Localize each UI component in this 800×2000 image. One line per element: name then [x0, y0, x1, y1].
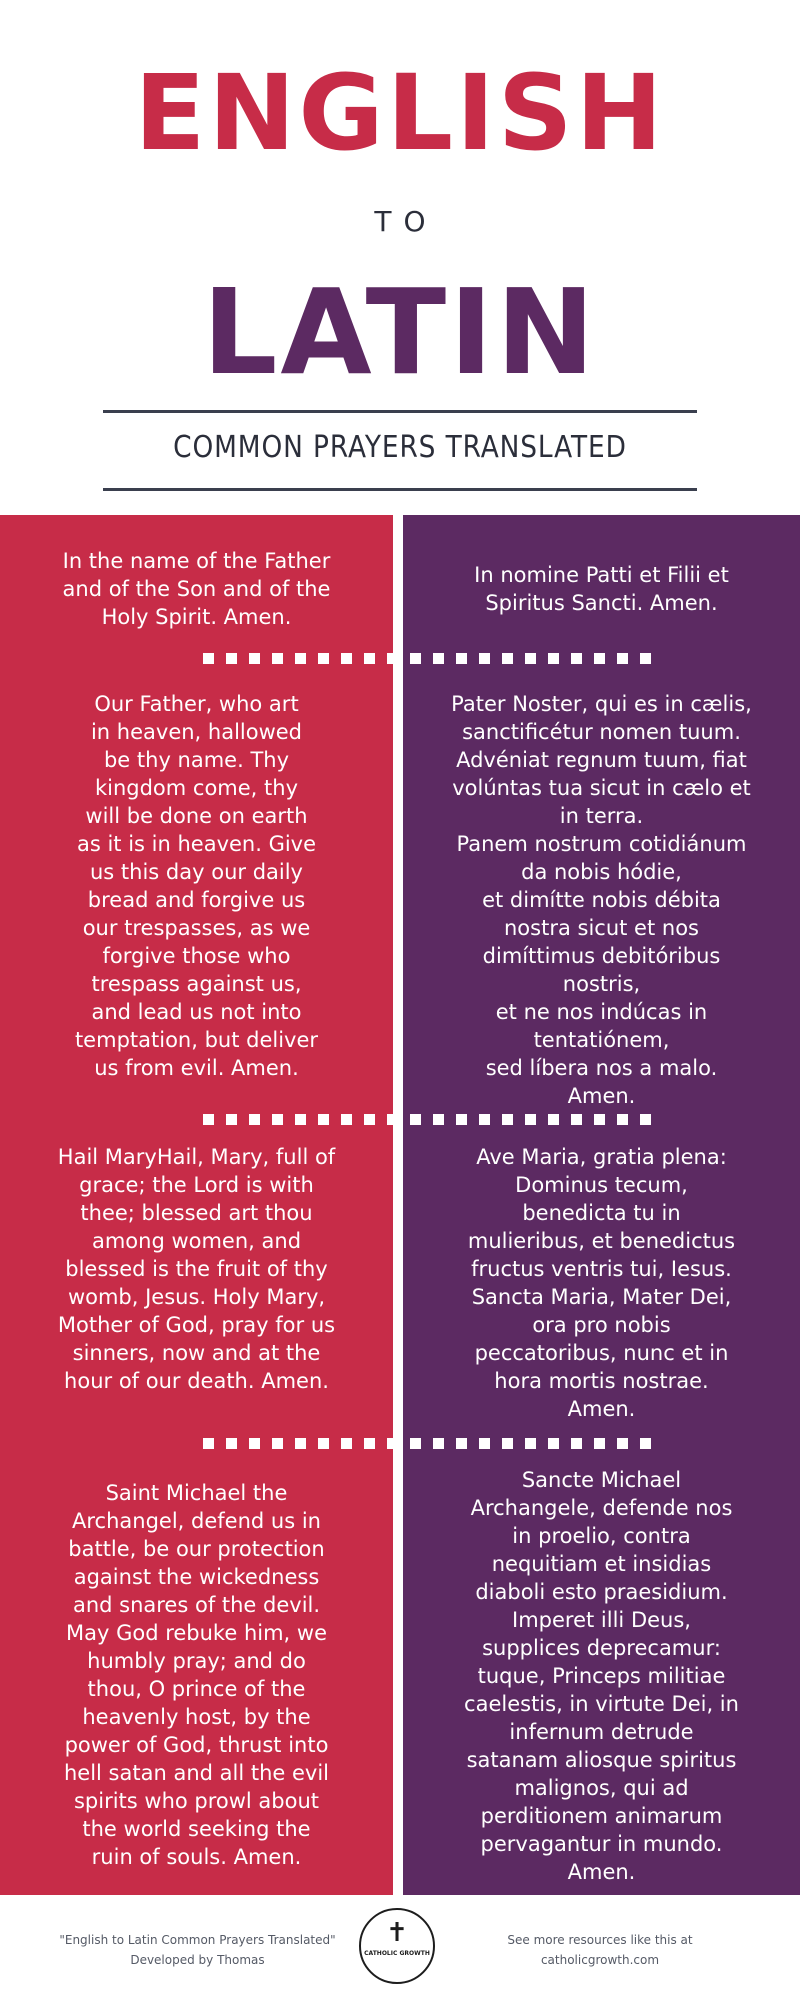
header [0, 0, 800, 515]
catholic-growth-logo[interactable] [359, 1908, 435, 1984]
prayer-our-father-latin: Pater Noster, qui es in cælis, sanctificétur nomen tuum. Advéniat regnum tuum, fiat volúntas tua sicut in cælo et in terra. Panem nostrum cotidiánum da nobis hódie, et dimítte nobis débita nostra sicut et nos dimíttimus debitóribus nostris, et ne nos indúcas in tentatiónem, sed líbera nos a malo. Amen. [451, 692, 752, 1108]
cross-icon: ✝ [386, 1918, 408, 1948]
prayer-hail-mary-english: Hail MaryHail, Mary, full of grace; the Lord is with thee; blessed art thou among women, and blessed is the fruit of thy womb, Jesus. Holy Mary, Mother of God, pray for us sinners, now and at the hour of our death. Amen. [57, 1145, 336, 1393]
dotted-separator [203, 1438, 651, 1449]
logo-text: CATHOLIC GROWTH [364, 1950, 430, 1957]
footer-resources [460, 1930, 740, 1970]
footer-credit [50, 1930, 345, 1970]
footer-resources-text: See more resources like this at [507, 1933, 693, 1947]
prayer-hail-mary-latin: Ave Maria, gratia plena: Dominus tecum, benedicta tu in mulieribus, et benedictus fructus ventris tui, Iesus. Sancta Maria, Mater Dei, ora pro nobis peccatoribus, nunc et in hora mortis nostrae. Amen. [467, 1145, 736, 1421]
prayer-sign-of-cross-latin: In nomine Patti et Filii et Spiritus Sancti. Amen. [474, 563, 729, 615]
title-to: TO [374, 205, 438, 238]
prayer-our-father-english: Our Father, who art in heaven, hallowed be thy name. Thy kingdom come, thy will be done on earth as it is in heaven. Give us this day our daily bread and forgive us our trespasses, as we forgive those who trespass against us, and lead us not into temptation, but deliver us from evil. Amen. [74, 692, 319, 1080]
title-english: ENGLISH [134, 52, 666, 174]
footer-credit-title: "English to Latin Common Prayers Translated" [59, 1933, 336, 1947]
subtitle: COMMON PRAYERS TRANSLATED [173, 430, 627, 465]
prayer-saint-michael-english: Saint Michael the Archangel, defend us in battle, be our protection against the wickedness and snares of the devil. May God rebuke him, we humbly pray; and do thou, O prince of the heavenly host, by the power of God, thrust into hell satan and all the evil spirits who prowl about the world seeking the ruin of souls. Amen. [63, 1481, 330, 1869]
footer-credit-author: Developed by Thomas [130, 1953, 265, 1967]
divider-bottom [103, 488, 697, 491]
prayer-sign-of-cross-english: In the name of the Father and of the Son and of the Holy Spirit. Amen. [62, 549, 331, 629]
dotted-separator [203, 1114, 651, 1125]
divider-top [103, 410, 697, 413]
footer-resources-link[interactable]: catholicgrowth.com [540, 1953, 660, 1967]
title-latin: LATIN [202, 263, 598, 401]
dotted-separator [203, 653, 651, 664]
prayer-saint-michael-latin: Sancte Michael Archangele, defende nos in proelio, contra nequitiam et insidias diaboli esto praesidium. Imperet illi Deus, supplices deprecamur: tuque, Princeps militiae caelestis, in virtute Dei, in infernum detrude satanam aliosque spiritus malignos, qui ad perditionem animarum pervagantur in mundo. Amen. [464, 1468, 739, 1884]
